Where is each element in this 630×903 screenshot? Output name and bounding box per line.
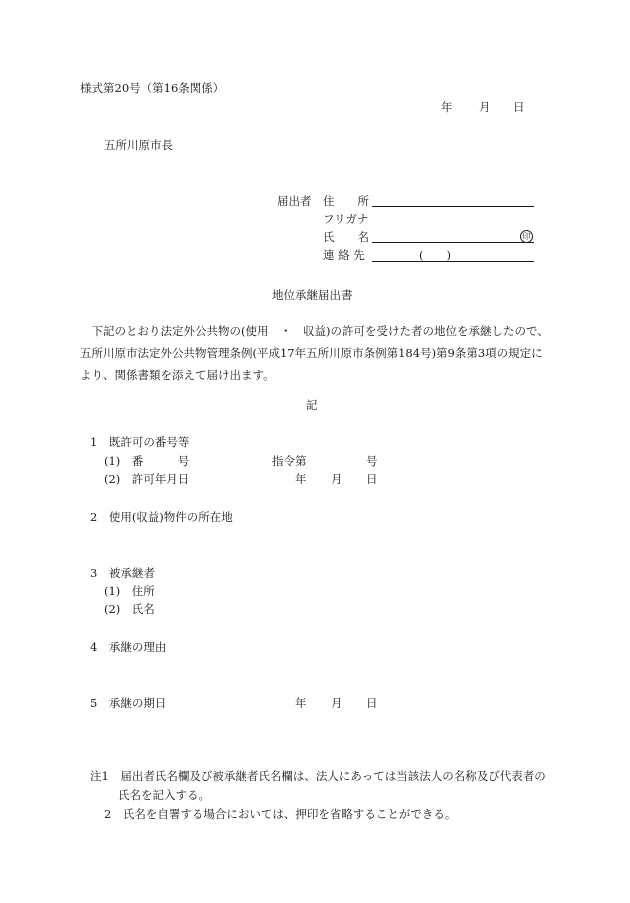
address-line[interactable] — [372, 206, 534, 207]
item-1-2: (2) 許可年月日 — [104, 472, 190, 486]
item-1: 1 既許可の番号等 — [90, 435, 190, 449]
item-5-day: 日 — [366, 696, 378, 710]
contact-paren: ( ) — [419, 248, 451, 262]
addressee: 五所川原市長 — [104, 138, 173, 152]
item-3: 3 被承継者 — [90, 566, 155, 580]
item-4: 4 承継の理由 — [90, 640, 167, 654]
form-number: 様式第20号（第16条関係） — [80, 81, 225, 95]
item-1-1-suffix: 号 — [366, 454, 378, 468]
item-2: 2 使用(収益)物件の所在地 — [90, 510, 233, 524]
applicant-label: 届出者 — [277, 194, 312, 208]
body-line-1: 下記のとおり法定外公共物の(使用 ・ 収益)の許可を受けた者の地位を承継したので、 — [80, 324, 549, 338]
contact-label: 連 絡 先 — [323, 248, 365, 262]
item-3-1: (1) 住所 — [104, 584, 155, 598]
date-month-label: 月 — [479, 100, 491, 114]
item-1-2-month: 月 — [331, 472, 343, 486]
date-day-label: 日 — [513, 100, 525, 114]
note-1-line-2: 氏名を記入する。 — [118, 788, 210, 802]
address-label: 住 所 — [323, 194, 369, 208]
ki-heading: 記 — [306, 398, 318, 412]
body-text — [80, 320, 560, 386]
item-1-1-prefix: 指令第 — [272, 454, 307, 468]
body-line-2: 五所川原市法定外公共物管理条例(平成17年五所川原市条例第184号)第9条第3項の規定に — [80, 346, 543, 360]
name-line[interactable] — [372, 242, 534, 243]
contact-line[interactable] — [372, 261, 534, 262]
body-line-3: より、関係書類を添えて届け出ます。 — [80, 368, 275, 382]
item-1-2-day: 日 — [366, 472, 378, 486]
furigana-label: フリガナ — [323, 212, 369, 226]
item-1-2-year: 年 — [295, 472, 307, 486]
item-5: 5 承継の期日 — [90, 696, 167, 710]
note-2: 2 氏名を自署する場合においては、押印を省略することができる。 — [104, 807, 457, 821]
name-label: 氏 名 — [323, 230, 369, 244]
date-year-label: 年 — [441, 100, 453, 114]
document-title: 地位承継届出書 — [272, 288, 353, 302]
item-3-2: (2) 氏名 — [104, 602, 155, 616]
item-5-year: 年 — [295, 696, 307, 710]
note-1-line-1: 注1 届出者氏名欄及び被承継者氏名欄は、法人にあっては当該法人の名称及び代表者の — [90, 769, 546, 783]
item-1-1: (1) 番 号 — [104, 454, 190, 468]
seal-icon: 印 — [520, 230, 533, 243]
item-5-month: 月 — [331, 696, 343, 710]
